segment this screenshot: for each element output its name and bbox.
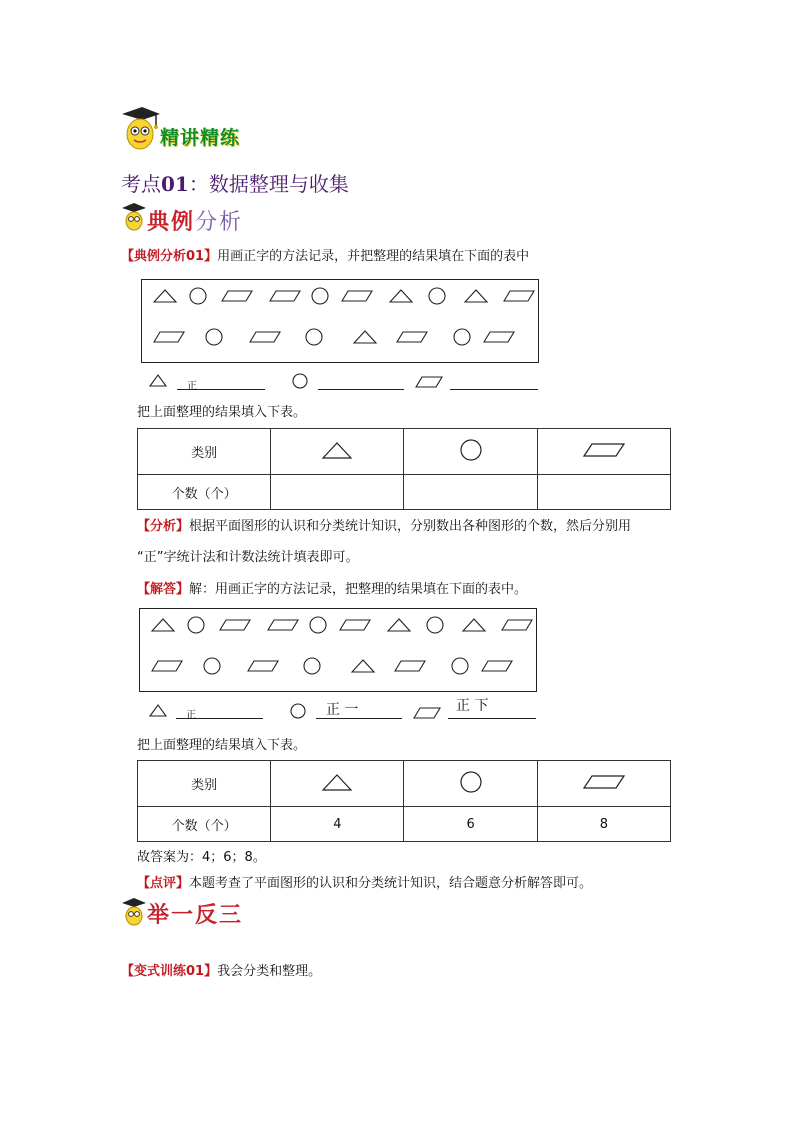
circle-shape (206, 329, 222, 345)
parallelogram-shape (502, 620, 532, 630)
parallelogram-shape (222, 291, 252, 301)
example-banner (147, 205, 243, 236)
triangle-shape (463, 619, 485, 631)
circle-shape (454, 329, 470, 345)
triangle-shape (154, 290, 176, 302)
triangle-icon (148, 372, 168, 388)
parallelogram-shape (484, 332, 514, 342)
example-banner-light: 分析 (195, 210, 244, 235)
tally-line-circle[interactable] (318, 372, 404, 390)
answer-table-filled (137, 760, 671, 842)
tally-line-triangle-filled (176, 700, 263, 719)
table-header-label: 类别 (138, 761, 271, 807)
circle-shape (312, 288, 328, 304)
table-header-triangle (271, 429, 404, 475)
table-header-triangle (271, 761, 404, 807)
parallelogram-shape (152, 661, 182, 671)
parallelogram-shape (340, 620, 370, 630)
comment-text: 本题考查了平面图形的认识和分类统计知识，结合题意分析解答即可。 (189, 876, 593, 891)
example-question-text: 用画正字的方法记录，并把整理的结果填在下面的表中 (217, 249, 530, 264)
solution-line (137, 581, 527, 599)
parallelogram-shape (268, 620, 298, 630)
triangle-shape (390, 290, 412, 302)
answer-table-empty (137, 428, 671, 510)
comment-tag: 【点评】 (137, 876, 190, 891)
triangle-icon (148, 702, 168, 718)
mascot-small-icon (120, 202, 148, 232)
table-row-label: 个数（个） (138, 475, 271, 510)
circle-shape (306, 329, 322, 345)
analysis-tag: 【分析】 (137, 519, 190, 534)
section-banner-title: 精讲精练 (160, 127, 241, 149)
circle-shape (429, 288, 445, 304)
table-value-parallelogram: 8 (537, 807, 670, 842)
practice-line (121, 963, 321, 981)
shapes-drawing (140, 609, 536, 691)
tally-triangle-mark: 正 (187, 381, 197, 392)
table-header-circle (404, 429, 537, 475)
shapes-drawing (142, 280, 538, 362)
analysis-line-2: “正”字统计法和计数法统计填表即可。 (137, 550, 359, 565)
final-answer: 故答案为：4；6；8。 (137, 850, 266, 865)
table-cell-parallelogram[interactable] (537, 475, 670, 510)
tally-parallelogram: 正 下 (456, 698, 489, 714)
parallelogram-icon (412, 706, 442, 720)
parallelogram-shape (220, 620, 250, 630)
parallelogram-shape (504, 291, 534, 301)
tally-line-parallelogram[interactable] (450, 372, 538, 390)
table-value-circle: 6 (404, 807, 537, 842)
table-cell-triangle[interactable] (271, 475, 404, 510)
circle-icon (457, 438, 485, 462)
analysis-line-1 (137, 518, 631, 536)
practice-banner: 举一反三 (147, 903, 244, 928)
parallelogram-icon (582, 441, 626, 459)
fill-prompt: 把上面整理的结果填入下表。 (137, 405, 307, 420)
parallelogram-shape (270, 291, 300, 301)
triangle-shape (354, 331, 376, 343)
parallelogram-shape (395, 661, 425, 671)
topic-prefix: 考点 (121, 172, 161, 196)
table-header-parallelogram (537, 429, 670, 475)
tally-triangle: 正 (186, 710, 196, 721)
circle-icon (290, 373, 310, 389)
topic-number: 01 (161, 172, 189, 196)
parallelogram-shape (397, 332, 427, 342)
triangle-shape (152, 619, 174, 631)
shapes-box-solution (139, 608, 537, 692)
parallelogram-icon (414, 375, 444, 389)
topic-separator: ： (188, 172, 209, 196)
parallelogram-shape (154, 332, 184, 342)
solution-tag: 【解答】 (137, 582, 190, 597)
triangle-shape (465, 290, 487, 302)
circle-icon (288, 703, 308, 719)
tally-circle: 正 一 (326, 702, 359, 718)
analysis-text-1: 根据平面图形的认识和分类统计知识，分别数出各种图形的个数，然后分别用 (189, 519, 632, 534)
circle-shape (204, 658, 220, 674)
shapes-box-question (141, 279, 539, 363)
circle-shape (190, 288, 206, 304)
parallelogram-shape (342, 291, 372, 301)
tally-line-triangle (177, 372, 265, 390)
circle-icon (457, 770, 485, 794)
tally-line-parallelogram-filled (448, 694, 536, 719)
circle-shape (427, 617, 443, 633)
table-header-label: 类别 (138, 429, 271, 475)
triangle-shape (352, 660, 374, 672)
table-value-triangle: 4 (271, 807, 404, 842)
triangle-icon (321, 439, 353, 461)
triangle-shape (388, 619, 410, 631)
parallelogram-shape (482, 661, 512, 671)
example-banner-bold: 典例 (147, 210, 196, 235)
circle-shape (452, 658, 468, 674)
example-tag: 【典例分析01】 (121, 249, 218, 264)
example-question (121, 248, 529, 266)
tally-line-circle-filled (316, 698, 402, 719)
table-row-label: 个数（个） (138, 807, 271, 842)
parallelogram-shape (248, 661, 278, 671)
mascot-graduate-icon (118, 104, 162, 154)
table-cell-circle[interactable] (404, 475, 537, 510)
solution-text: 解：用画正字的方法记录，把整理的结果填在下面的表中。 (189, 582, 528, 597)
circle-shape (304, 658, 320, 674)
topic-title: 数据整理与收集 (208, 172, 349, 196)
practice-text: 我会分类和整理。 (217, 964, 322, 979)
circle-shape (188, 617, 204, 633)
table-header-circle (404, 761, 537, 807)
triangle-icon (321, 771, 353, 793)
comment-line (137, 875, 592, 893)
mascot-small-icon (120, 897, 148, 927)
practice-tag: 【变式训练01】 (121, 964, 218, 979)
topic-heading (121, 168, 349, 197)
fill-prompt-solution: 把上面整理的结果填入下表。 (137, 738, 307, 753)
parallelogram-icon (582, 773, 626, 791)
circle-shape (310, 617, 326, 633)
table-header-parallelogram (537, 761, 670, 807)
parallelogram-shape (250, 332, 280, 342)
